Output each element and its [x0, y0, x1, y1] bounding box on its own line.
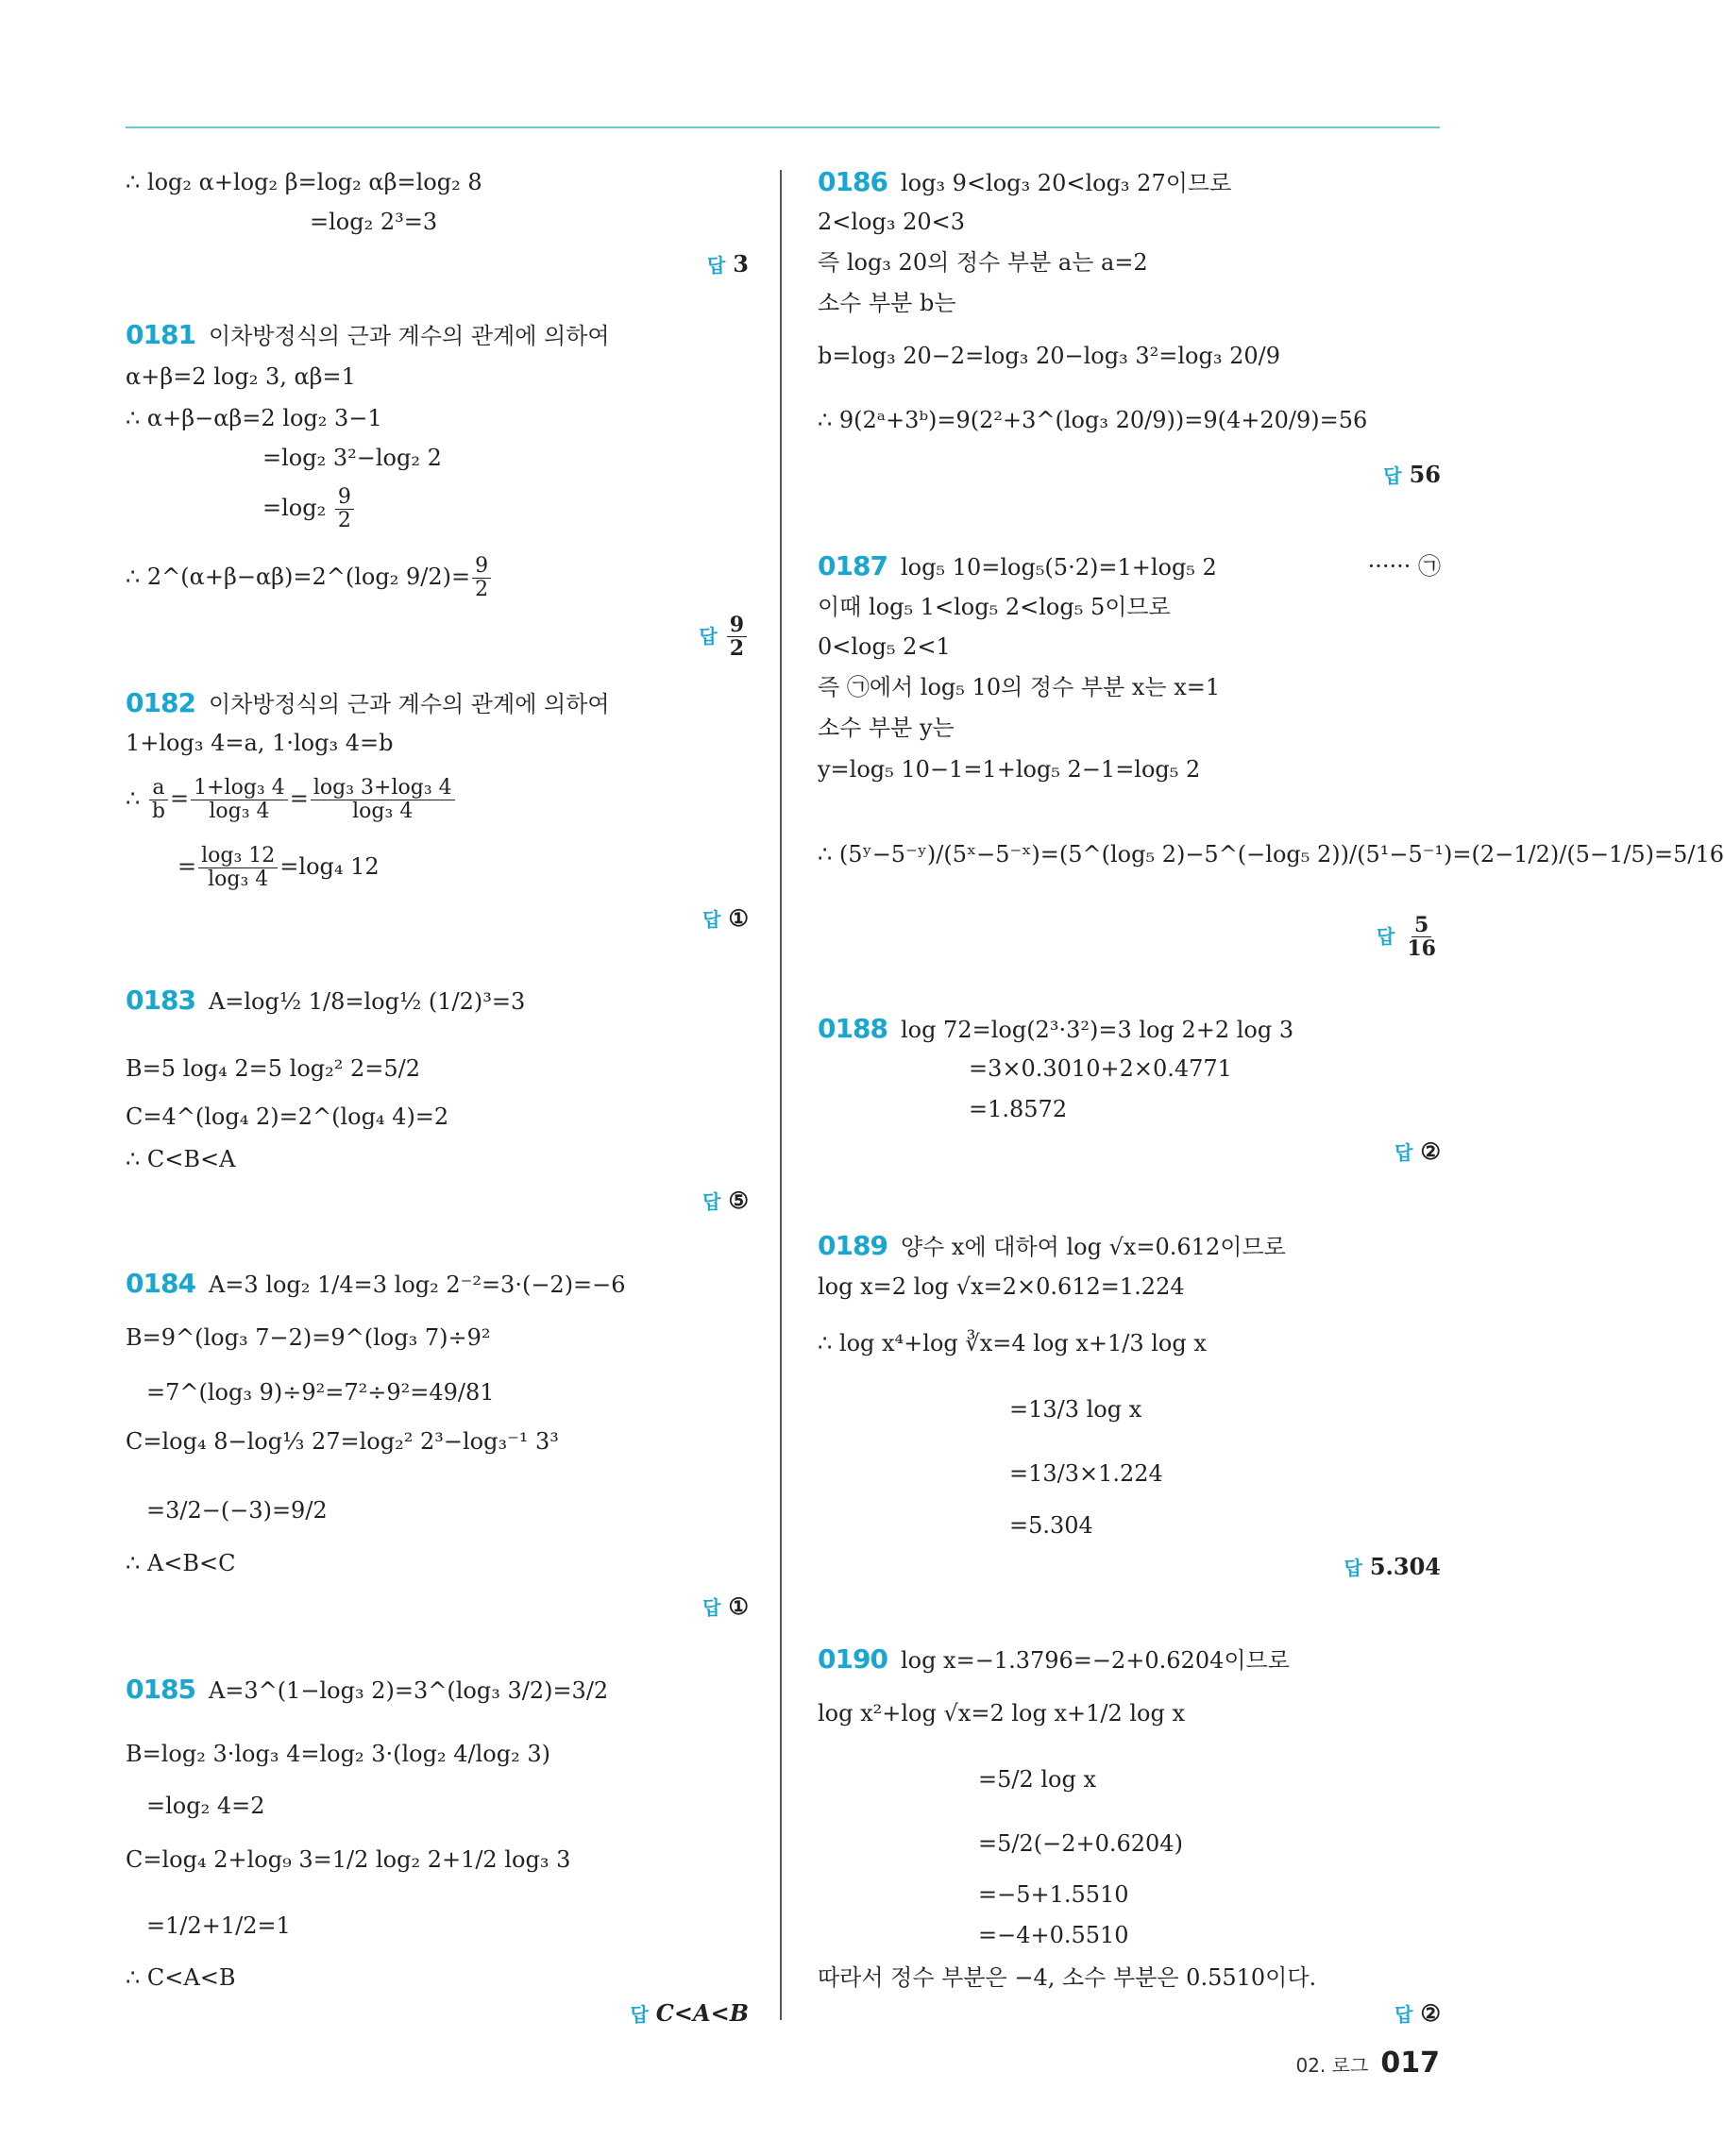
solution-line: ∴ $\frac{a}{b}$ = $\frac{\text{1+log₃ 4}}{\text{log₃ 4}}$ = $\frac{\text{log₃ 3+log₃ 4}}{\text{log₃ 4}}$	[126, 777, 457, 823]
problem-number: 0186	[818, 166, 887, 197]
solution-line: =13/3×1.224	[1009, 1460, 1163, 1487]
problem-header: 0185 A=3^(1−log₃ 2)=3^(log₃ 3/2)=3/2	[126, 1674, 609, 1705]
answer-0182: 답 ①	[702, 904, 749, 932]
solution-line: =−4+0.5510	[978, 1922, 1129, 1948]
problem-number: 0182	[126, 687, 195, 718]
solution-line: ∴ C<A<B	[126, 1964, 236, 1991]
solution-line: =5/2(−2+0.6204)	[978, 1830, 1183, 1857]
solution-line: ∴ A<B<C	[126, 1550, 236, 1576]
solution-line: =1/2+1/2=1	[146, 1912, 291, 1939]
answer-0189: 답 5.304	[1344, 1553, 1441, 1580]
problem-header: 0184 A=3 log₂ 1/4=3 log₂ 2⁻²=3·(−2)=−6	[126, 1268, 626, 1299]
solution-line: ∴ 2^(α+β−αβ)=2^(log₂ 9/2)= $\frac{9}{2}$	[126, 555, 493, 601]
problem-header: 0183 A=log½ 1/8=log½ (1/2)³=3	[126, 985, 526, 1016]
problem-header: 0188 log 72=log(2³·3²)=3 log 2+2 log 3	[818, 1013, 1294, 1044]
solution-line: B=5 log₄ 2=5 log₂² 2=5/2	[126, 1055, 421, 1082]
answer-0180: 답 3	[706, 250, 749, 278]
solution-line: b=log₃ 20−2=log₃ 20−log₃ 3²=log₃ 20/9	[818, 343, 1280, 369]
problem-header: 0190 log x=−1.3796=−2+0.6204이므로	[818, 1643, 1290, 1675]
solution-line: ∴ C<B<A	[126, 1146, 236, 1172]
answer-0187: 답 $\frac{5}{16}$	[1377, 913, 1436, 961]
answer-0183: 답 ⑤	[702, 1187, 749, 1214]
page-footer	[1295, 2047, 1440, 2080]
solution-line: y=log₅ 10−1=1+log₅ 2−1=log₅ 2	[818, 756, 1201, 783]
problem-number: 0183	[126, 985, 195, 1016]
section-label: 02. 로그	[1295, 2054, 1369, 2077]
solution-line: =−5+1.5510	[978, 1881, 1129, 1908]
problem-number: 0187	[818, 550, 887, 581]
answer-0186: 답 56	[1383, 461, 1441, 488]
solution-line: =log₂ 2³=3	[310, 209, 438, 235]
solution-line: C=log₄ 8−log⅓ 27=log₂² 2³−log₃⁻¹ 3³	[126, 1428, 559, 1455]
problem-header: 0181 이차방정식의 근과 계수의 관계에 의하여	[126, 319, 610, 350]
problem-header: 0186 log₃ 9<log₃ 20<log₃ 27이므로	[818, 166, 1232, 197]
problem-number: 0184	[126, 1268, 195, 1299]
header-rule	[126, 126, 1440, 128]
solution-line: log x²+log √x=2 log x+1/2 log x	[818, 1700, 1186, 1726]
equation-marker: ······ ㉠	[1367, 553, 1441, 580]
solution-line: log x=2 log √x=2×0.612=1.224	[818, 1273, 1185, 1300]
solution-line: = $\frac{\text{log₃ 12}}{\text{log₃ 4}}$ =log₄ 12	[177, 844, 380, 891]
problem-header: 0182 이차방정식의 근과 계수의 관계에 의하여	[126, 687, 610, 718]
solution-line: 이때 log₅ 1<log₅ 2<log₅ 5이므로	[818, 594, 1171, 620]
solution-line: 1+log₃ 4=a, 1·log₃ 4=b	[126, 730, 394, 756]
problem-number: 0185	[126, 1674, 195, 1705]
solution-line: α+β=2 log₂ 3, αβ=1	[126, 363, 356, 390]
solution-line: B=9^(log₃ 7−2)=9^(log₃ 7)÷9²	[126, 1324, 491, 1351]
solution-line: 0<log₅ 2<1	[818, 633, 951, 660]
solution-line: 소수 부분 y는	[818, 715, 955, 741]
solution-line: C=log₄ 2+log₉ 3=1/2 log₂ 2+1/2 log₃ 3	[126, 1846, 571, 1873]
solution-line: =3×0.3010+2×0.4771	[969, 1055, 1232, 1082]
solution-line: ∴ α+β−αβ=2 log₂ 3−1	[126, 405, 382, 431]
solution-line: =7^(log₃ 9)÷9²=7²÷9²=49/81	[146, 1379, 495, 1406]
solution-line: ∴ 9(2ᵃ+3ᵇ)=9(2²+3^(log₃ 20/9))=9(4+20/9)=56	[818, 407, 1368, 433]
solution-line: 소수 부분 b는	[818, 290, 956, 316]
solution-line: C=4^(log₄ 2)=2^(log₄ 4)=2	[126, 1103, 449, 1130]
solution-line: ∴ log₂ α+log₂ β=log₂ αβ=log₂ 8	[126, 169, 482, 195]
answer-0184: 답 ①	[702, 1592, 749, 1620]
problem-number: 0181	[126, 319, 195, 350]
solution-line: ∴ (5ʸ−5⁻ʸ)/(5ˣ−5⁻ˣ)=(5^(log₅ 2)−5^(−log₅ 2))/(5¹−5⁻¹)=(2−1/2)/(5−1/5)=5/16	[818, 841, 1724, 867]
solution-line: =1.8572	[969, 1096, 1068, 1122]
answer-0190: 답 ②	[1394, 1999, 1441, 2027]
solution-line: =log₂ 4=2	[146, 1793, 265, 1819]
solution-line: ∴ log x⁴+log ∛x=4 log x+1/3 log x	[818, 1330, 1207, 1356]
solution-line: =3/2−(−3)=9/2	[146, 1497, 328, 1524]
solution-line: =log₂ $\frac{9}{2}$	[262, 486, 356, 532]
column-divider	[780, 170, 782, 2020]
answer-0181: 답 $\frac{9}{2}$	[699, 614, 749, 660]
answer-0188: 답 ②	[1394, 1137, 1441, 1165]
solution-line: =5.304	[1009, 1512, 1093, 1539]
solution-line: =log₂ 3²−log₂ 2	[262, 445, 442, 471]
problem-header: 0189 양수 x에 대하여 log √x=0.612이므로	[818, 1230, 1286, 1261]
problem-number: 0190	[818, 1643, 887, 1675]
solution-line: 즉 ㉠에서 log₅ 10의 정수 부분 x는 x=1	[818, 674, 1221, 700]
answer-0185: 답 C<A<B	[630, 1999, 749, 2027]
solution-line: =13/3 log x	[1009, 1396, 1142, 1423]
problem-number: 0188	[818, 1013, 887, 1044]
solution-line: =5/2 log x	[978, 1766, 1097, 1793]
solution-line: 2<log₃ 20<3	[818, 209, 966, 235]
problem-number: 0189	[818, 1230, 887, 1261]
solution-line: 즉 log₃ 20의 정수 부분 a는 a=2	[818, 249, 1148, 276]
solution-line: B=log₂ 3·log₃ 4=log₂ 3·(log₂ 4/log₂ 3)	[126, 1741, 550, 1767]
page-number: 017	[1380, 2047, 1440, 2080]
solution-line: 따라서 정수 부분은 −4, 소수 부분은 0.5510이다.	[818, 1964, 1317, 1991]
problem-header: 0187 log₅ 10=log₅(5·2)=1+log₅ 2	[818, 550, 1217, 581]
